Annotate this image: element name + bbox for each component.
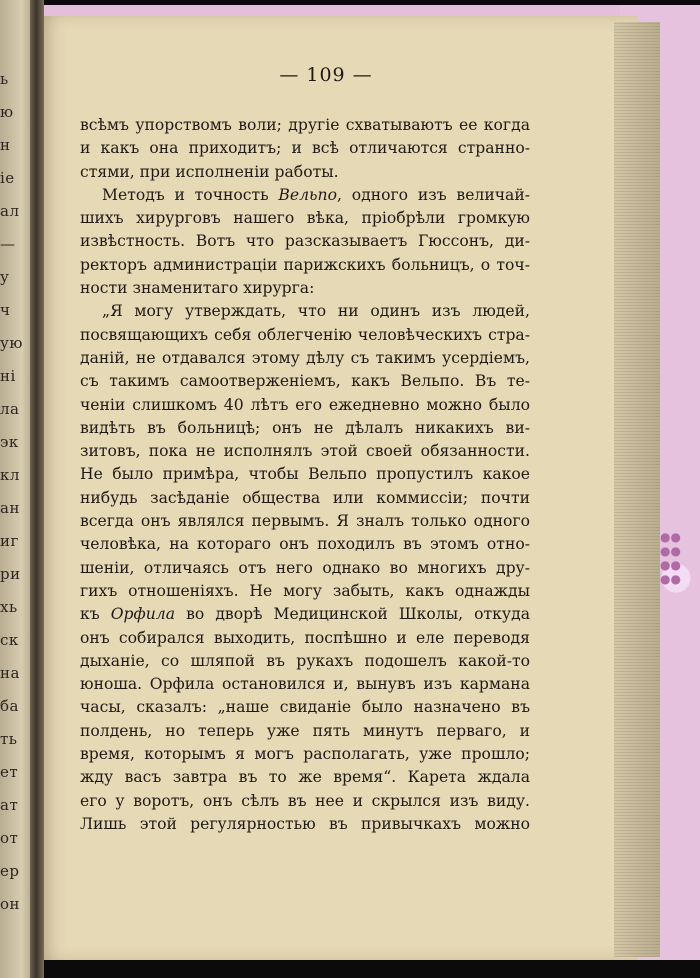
body-text (80, 114, 530, 836)
text-line: жду васъ завтра въ то же время“. Карета ждала (80, 768, 530, 787)
left-page-fragment: у (0, 268, 10, 286)
text-line: съ такимъ самоотверженіемъ, какъ Вельпо. Въ те- (80, 372, 530, 391)
left-page-fragment: ю (0, 103, 14, 121)
left-page-fragment: ie (0, 169, 15, 187)
left-page-fragment: ск (0, 631, 19, 649)
left-page-fragment: ан (0, 499, 20, 517)
text-line: часы, сказалъ: „наше свиданіе было назначено въ (80, 698, 530, 717)
left-page-fragment: кл (0, 466, 20, 484)
left-page-fragment: ть (0, 730, 18, 748)
text-line: дыханіе, со шляпой въ рукахъ подошелъ какой-то (80, 651, 530, 670)
text-line: юноша. Орфила остановился и, вынувъ изъ кармана (80, 675, 530, 694)
text-line: даній, не отдавался этому дѣлу съ такимъ усердіемъ, (80, 348, 530, 367)
page-number: — 109 — (279, 64, 373, 86)
left-page-fragment: хь (0, 598, 18, 616)
left-page-fragment: н (0, 136, 11, 154)
text-line: время, которымъ я могъ располагать, уже прошло; (80, 745, 530, 764)
text-line: видѣть въ больницѣ; онъ не дѣлалъ никакихъ ви- (80, 418, 530, 437)
text-line: его у воротъ, онъ сѣлъ въ нее и скрылся изъ виду. (80, 791, 530, 810)
left-page-fragment: на (0, 664, 20, 682)
left-page-fragment: ь (0, 70, 9, 88)
text-line: всѣмъ упорствомъ воли; другіе схватываютъ ее когда (80, 116, 530, 134)
page-block-edges (614, 22, 660, 957)
text-line: гихъ отношеніяхъ. Не могу забыть, какъ однажды (80, 581, 530, 600)
text-line: Не было примѣра, чтобы Вельпо пропустилъ какое (80, 465, 530, 484)
left-page-fragment: от (0, 829, 19, 847)
left-page-fragment: ую (0, 334, 23, 352)
text-line: шеніи, отличаясь отъ него однако во многихъ дру- (80, 558, 530, 577)
left-page-fragment: ат (0, 796, 19, 814)
left-page-fragment: эк (0, 433, 19, 451)
left-page-fragment: ер (0, 862, 20, 880)
left-page-fragment: ла (0, 400, 20, 418)
text-line: шихъ хирурговъ нашего вѣка, пріобрѣли громкую (80, 209, 530, 228)
text-line: Методъ и точность Вельпо, одного изъ величай- (102, 185, 530, 204)
left-page-fragment: — (0, 235, 16, 253)
left-page-fragment: ні (0, 367, 16, 385)
left-page-fragment: он (0, 895, 21, 913)
cover-pattern-dots: ●● ●● ●● ●● (660, 530, 681, 586)
text-line: къ Орфила во дворѣ Медицинской Школы, откуда (80, 605, 530, 624)
left-page-fragment: ал (0, 202, 20, 220)
text-line: Лишь этой регулярностью въ привычкахъ можно (80, 814, 530, 833)
text-line: ности знаменитаго хирурга: (80, 279, 315, 298)
text-line: „Я могу утверждать, что ни одинъ изъ людей, (102, 302, 530, 321)
text-line: человѣка, на котораго онъ походилъ въ этомъ отно- (80, 535, 530, 554)
text-line: и какъ она приходитъ; и всѣ отличаются странно- (80, 139, 530, 158)
text-line: извѣстность. Вотъ что разсказываетъ Гюссонъ, ди- (80, 232, 530, 251)
text-line: всегда онъ являлся первымъ. Я зналъ только одного (80, 512, 530, 531)
text-line: стями, при исполненіи работы. (80, 162, 339, 181)
text-line: полдень, но теперь уже пять минутъ перваго, и (80, 721, 530, 740)
book-gutter (30, 0, 44, 978)
left-page-fragment: ба (0, 697, 19, 715)
text-line: ректоръ администраціи парижскихъ больницъ, о точ- (80, 255, 530, 274)
text-line: зитовъ, пока не исполнялъ этой своей обязанности. (80, 442, 530, 461)
left-page-fragment: иг (0, 532, 19, 550)
text-line: нибудь засѣданіе общества или коммиссіи; почти (80, 488, 530, 507)
left-page-fragment: ч (0, 301, 11, 319)
text-line: онъ собирался выходить, поспѣшно и еле переводя (80, 628, 530, 647)
text-line: посвящающихъ себя облегченію человѣческихъ стра- (80, 325, 530, 344)
left-page-fragment: ри (0, 565, 21, 583)
text-line: ченіи слишкомъ 40 лѣтъ его ежедневно можно было (80, 395, 530, 414)
left-page-fragment: ет (0, 763, 19, 781)
